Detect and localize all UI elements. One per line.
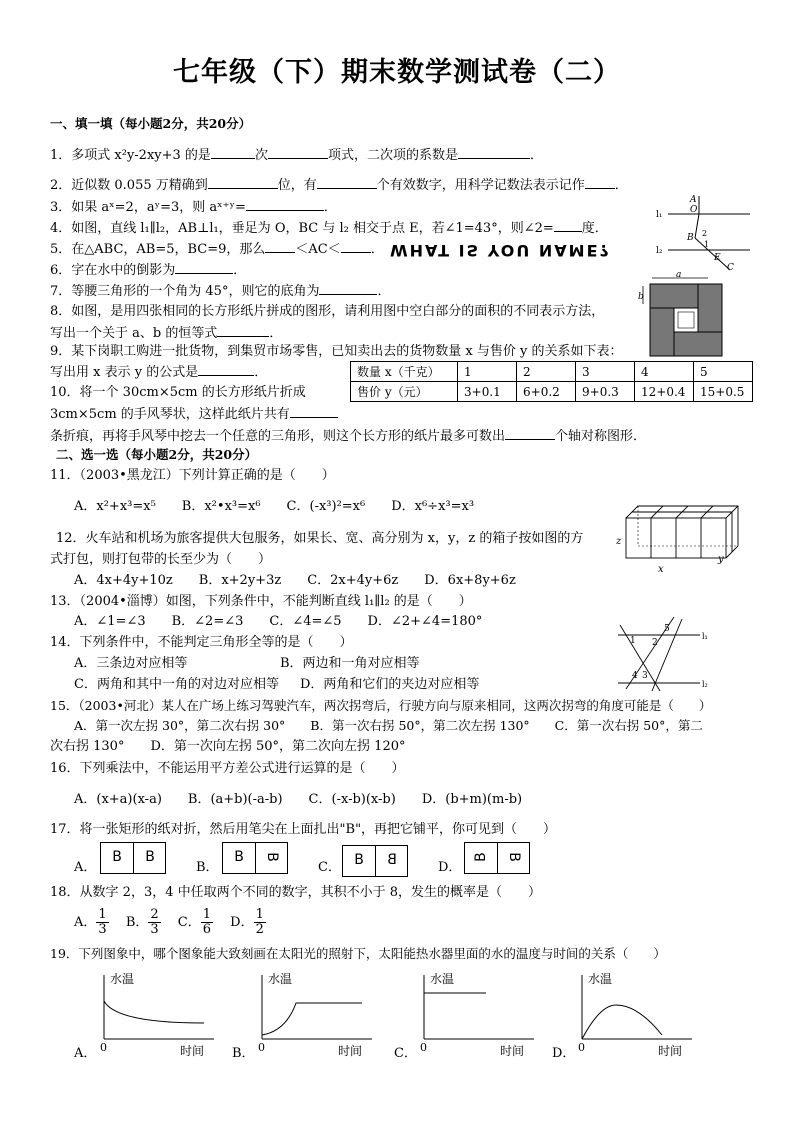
folded-paper-card-a: B B — [100, 842, 166, 874]
card-option-a-label: A． — [74, 860, 97, 875]
svg-text:a: a — [676, 272, 682, 280]
question-18: 18．从数字 2，3，4 中任取两个不同的数字，其积不小于 8，发生的概率是（ ） — [50, 885, 542, 900]
question-15-line2: A．第一次左拐 30°，第二次右拐 30° B．第一次右拐 50°，第二次左拐 130° C．第一次右拐 50°，第二 — [74, 718, 703, 733]
card-option-d-label: D． — [438, 860, 462, 875]
section-heading-fill: 一、填一填（每小题2分，共20分） — [50, 116, 252, 131]
figure-transversals-q13 — [612, 615, 712, 693]
folded-paper-card-d: B B — [464, 842, 530, 874]
svg-text:时间: 时间 — [500, 1044, 525, 1058]
question-4: 4．如图，直线 l₁∥l₂，AB⊥l₁，垂足为 O，BC 与 l₂ 相交于点 E，若∠1=43°，则∠2= 度． — [50, 221, 608, 236]
svg-text:5: 5 — [664, 624, 670, 634]
svg-text:水温: 水温 — [110, 972, 135, 986]
graph-option-d-label: D． — [552, 1046, 576, 1061]
svg-text:z: z — [616, 536, 622, 547]
question-8-line1: 8．如图，是用四张相同的长方形纸片拼成的图形，请利用图中空白部分的面积的不同表示方法， — [50, 304, 605, 319]
question-3: 3．如果 aˣ=2，aʸ=3，则 aˣ⁺ʸ= ． — [50, 200, 337, 215]
figure-four-rectangles-q8 — [638, 272, 728, 358]
question-13: 13．（2004•淄博）如图，下列条件中，不能判断直线 l₁∥l₂ 的是（ ） — [50, 594, 472, 609]
svg-text:l₂: l₂ — [702, 680, 708, 689]
table-cell: 3 — [576, 362, 635, 382]
svg-text:l₂: l₂ — [656, 246, 663, 256]
question-19: 19．下列图象中，哪个图象能大致刻画在太阳光的照射下，太阳能热水器里面的水的温度与时间的关系（ ） — [50, 946, 666, 961]
svg-text:x: x — [658, 564, 664, 575]
quantity-price-table — [350, 361, 753, 402]
table-cell: 15+0.5 — [694, 382, 753, 402]
svg-text:y: y — [718, 554, 724, 565]
svg-text:2: 2 — [702, 229, 708, 238]
question-14-option-c: C．两角和其中一角的对边对应相等 — [74, 677, 279, 692]
graph-option-a-label: A． — [74, 1046, 97, 1061]
question-10-line3: 条折痕，再将手风琴中挖去一个任意的三角形，则这个长方形的纸片最多可数出 个轴对称图形． — [50, 429, 647, 444]
svg-text:3: 3 — [642, 671, 648, 681]
question-5: 5．在△ABC，AB=5，BC=9，那么 ＜AC＜ ． — [50, 242, 384, 257]
question-8-line2: 写出一个关于 a、b 的恒等式 ． — [50, 326, 283, 341]
card-option-c-label: C． — [318, 860, 341, 875]
question-10-line2: 3cm×5cm 的手风琴状，这样此纸片共有 — [50, 405, 338, 423]
temperature-graph-b — [252, 965, 382, 1060]
svg-text:1: 1 — [704, 240, 710, 249]
temperature-graph-d — [572, 965, 702, 1060]
question-6: 6．字在水中的倒影为 ． — [50, 263, 247, 278]
svg-text:l₁: l₁ — [656, 210, 663, 220]
svg-text:l₁: l₁ — [702, 632, 708, 641]
temperature-graph-c — [414, 965, 544, 1060]
table-cell: 4 — [635, 362, 694, 382]
svg-text:E: E — [714, 253, 721, 263]
question-2: 2．近似数 0.055 万精确到 位，有 个有效数字，用科学记数法表示记作 ． — [50, 178, 628, 193]
table-cell: 9+0.3 — [576, 382, 635, 402]
table-cell: 5 — [694, 362, 753, 382]
svg-text:0: 0 — [420, 1041, 427, 1054]
svg-text:水温: 水温 — [430, 972, 455, 986]
svg-text:C: C — [727, 263, 734, 273]
mirrored-text-image: WHAT IS YOU NAME? — [390, 241, 611, 260]
svg-text:A: A — [690, 195, 697, 205]
page-title: 七年级（下）期末数学测试卷（二） — [173, 57, 621, 88]
question-18-options: A． $\frac{1}{3}$ B． $\frac{2}{3}$ C． $\frac{1}{6}$ D． $\frac{1}{2}$ — [74, 907, 264, 937]
card-option-b-label: B． — [196, 860, 219, 875]
question-14-option-b: B．两边和一角对应相等 — [280, 656, 420, 671]
question-17: 17．将一张矩形的纸对折，然后用笔尖在上面扎出"B"，再把它铺平，你可见到（ ） — [50, 822, 557, 837]
svg-text:O: O — [690, 205, 698, 215]
svg-text:4: 4 — [632, 671, 638, 681]
question-7: 7．等腰三角形的一个角为 45°，则它的底角为 ． — [50, 284, 391, 299]
table-cell: 3+0.1 — [458, 382, 517, 402]
svg-text:水温: 水温 — [268, 972, 293, 986]
question-15-line1: 15．（2003•河北）某人在广场上练习驾驶汽车，两次拐弯后，行驶方向与原来相同，这两次拐弯的角度可能是（ ） — [50, 698, 712, 713]
question-12-line1: 12．火车站和机场为旅客提供大包服务，如果长、宽、高分别为 x，y，z 的箱子按如图的方 — [56, 531, 584, 546]
svg-text:1: 1 — [630, 636, 636, 646]
svg-text:b: b — [638, 292, 644, 302]
svg-text:B: B — [687, 233, 694, 243]
table-cell: 1 — [458, 362, 517, 382]
question-12-line2: 式打包，则打包带的长至少为（ ） — [50, 552, 272, 567]
question-13-options: A．∠1=∠3 B．∠2=∠3 C．∠4=∠5 D．∠2+∠4=180° — [74, 614, 483, 629]
svg-text:0: 0 — [258, 1041, 265, 1054]
table-cell: 售价 y（元） — [351, 382, 458, 402]
svg-text:水温: 水温 — [588, 972, 613, 986]
svg-text:时间: 时间 — [180, 1044, 205, 1058]
svg-text:2: 2 — [652, 638, 658, 648]
question-14-option-d: D．两角和它们的夹边对应相等 — [300, 677, 480, 692]
svg-text:0: 0 — [100, 1041, 107, 1054]
temperature-graph-a — [94, 965, 224, 1060]
table-cell: 6+0.2 — [517, 382, 576, 402]
figure-box-packing-q12 — [614, 498, 744, 578]
question-16-options: A．(x+a)(x-a) B．(a+b)(-a-b) C．(-x-b)(x-b) D．(b+m)(m-b) — [74, 792, 523, 807]
svg-text:时间: 时间 — [658, 1044, 683, 1058]
question-11: 11．（2003•黑龙江）下列计算正确的是（ ） — [50, 468, 335, 483]
svg-text:0: 0 — [578, 1041, 585, 1054]
table-row — [351, 382, 753, 402]
question-14: 14．下列条件中，不能判定三角形全等的是（ ） — [50, 635, 353, 650]
question-9-line1: 9．某下岗职工购进一批货物，到集贸市场零售，已知卖出去的货物数量 x 与售价 y 的关系如下表： — [50, 344, 623, 359]
table-cell: 2 — [517, 362, 576, 382]
figure-parallel-lines-q4 — [652, 192, 752, 276]
question-14-option-a: A．三条边对应相等 — [74, 656, 188, 671]
question-16: 16．下列乘法中，不能运用平方差公式进行运算的是（ ） — [50, 761, 405, 776]
question-12-options: A．4x+4y+10z B．x+2y+3z C．2x+4y+6z D．6x+8y+6z — [74, 573, 516, 588]
table-row — [351, 362, 753, 382]
question-11-options: A．x²+x³=x⁵ B．x²•x³=x⁶ C．(-x³)²=x⁶ D．x⁶÷x³=x³ — [74, 499, 475, 514]
svg-text:时间: 时间 — [338, 1044, 363, 1058]
question-9-line2: 写出用 x 表示 y 的公式是 ． — [50, 365, 268, 380]
folded-paper-card-b: B B — [222, 842, 288, 874]
graph-option-c-label: C． — [394, 1046, 417, 1061]
section-heading-choice: 二、选一选（每小题2分，共20分） — [56, 447, 258, 462]
table-cell: 12+0.4 — [635, 382, 694, 402]
question-15-line3: 次右拐 130° D．第一次向左拐 50°，第二次向左拐 120° — [50, 739, 406, 754]
graph-option-b-label: B． — [232, 1046, 255, 1061]
table-cell: 数量 x（千克） — [351, 362, 458, 382]
question-10-line1: 10．将一个 30cm×5cm 的长方形纸片折成 — [50, 385, 306, 400]
folded-paper-card-c: B B — [342, 845, 408, 877]
question-1: 1．多项式 x²y-2xy+3 的是 次 项式，二次项的系数是 ． — [50, 148, 543, 163]
